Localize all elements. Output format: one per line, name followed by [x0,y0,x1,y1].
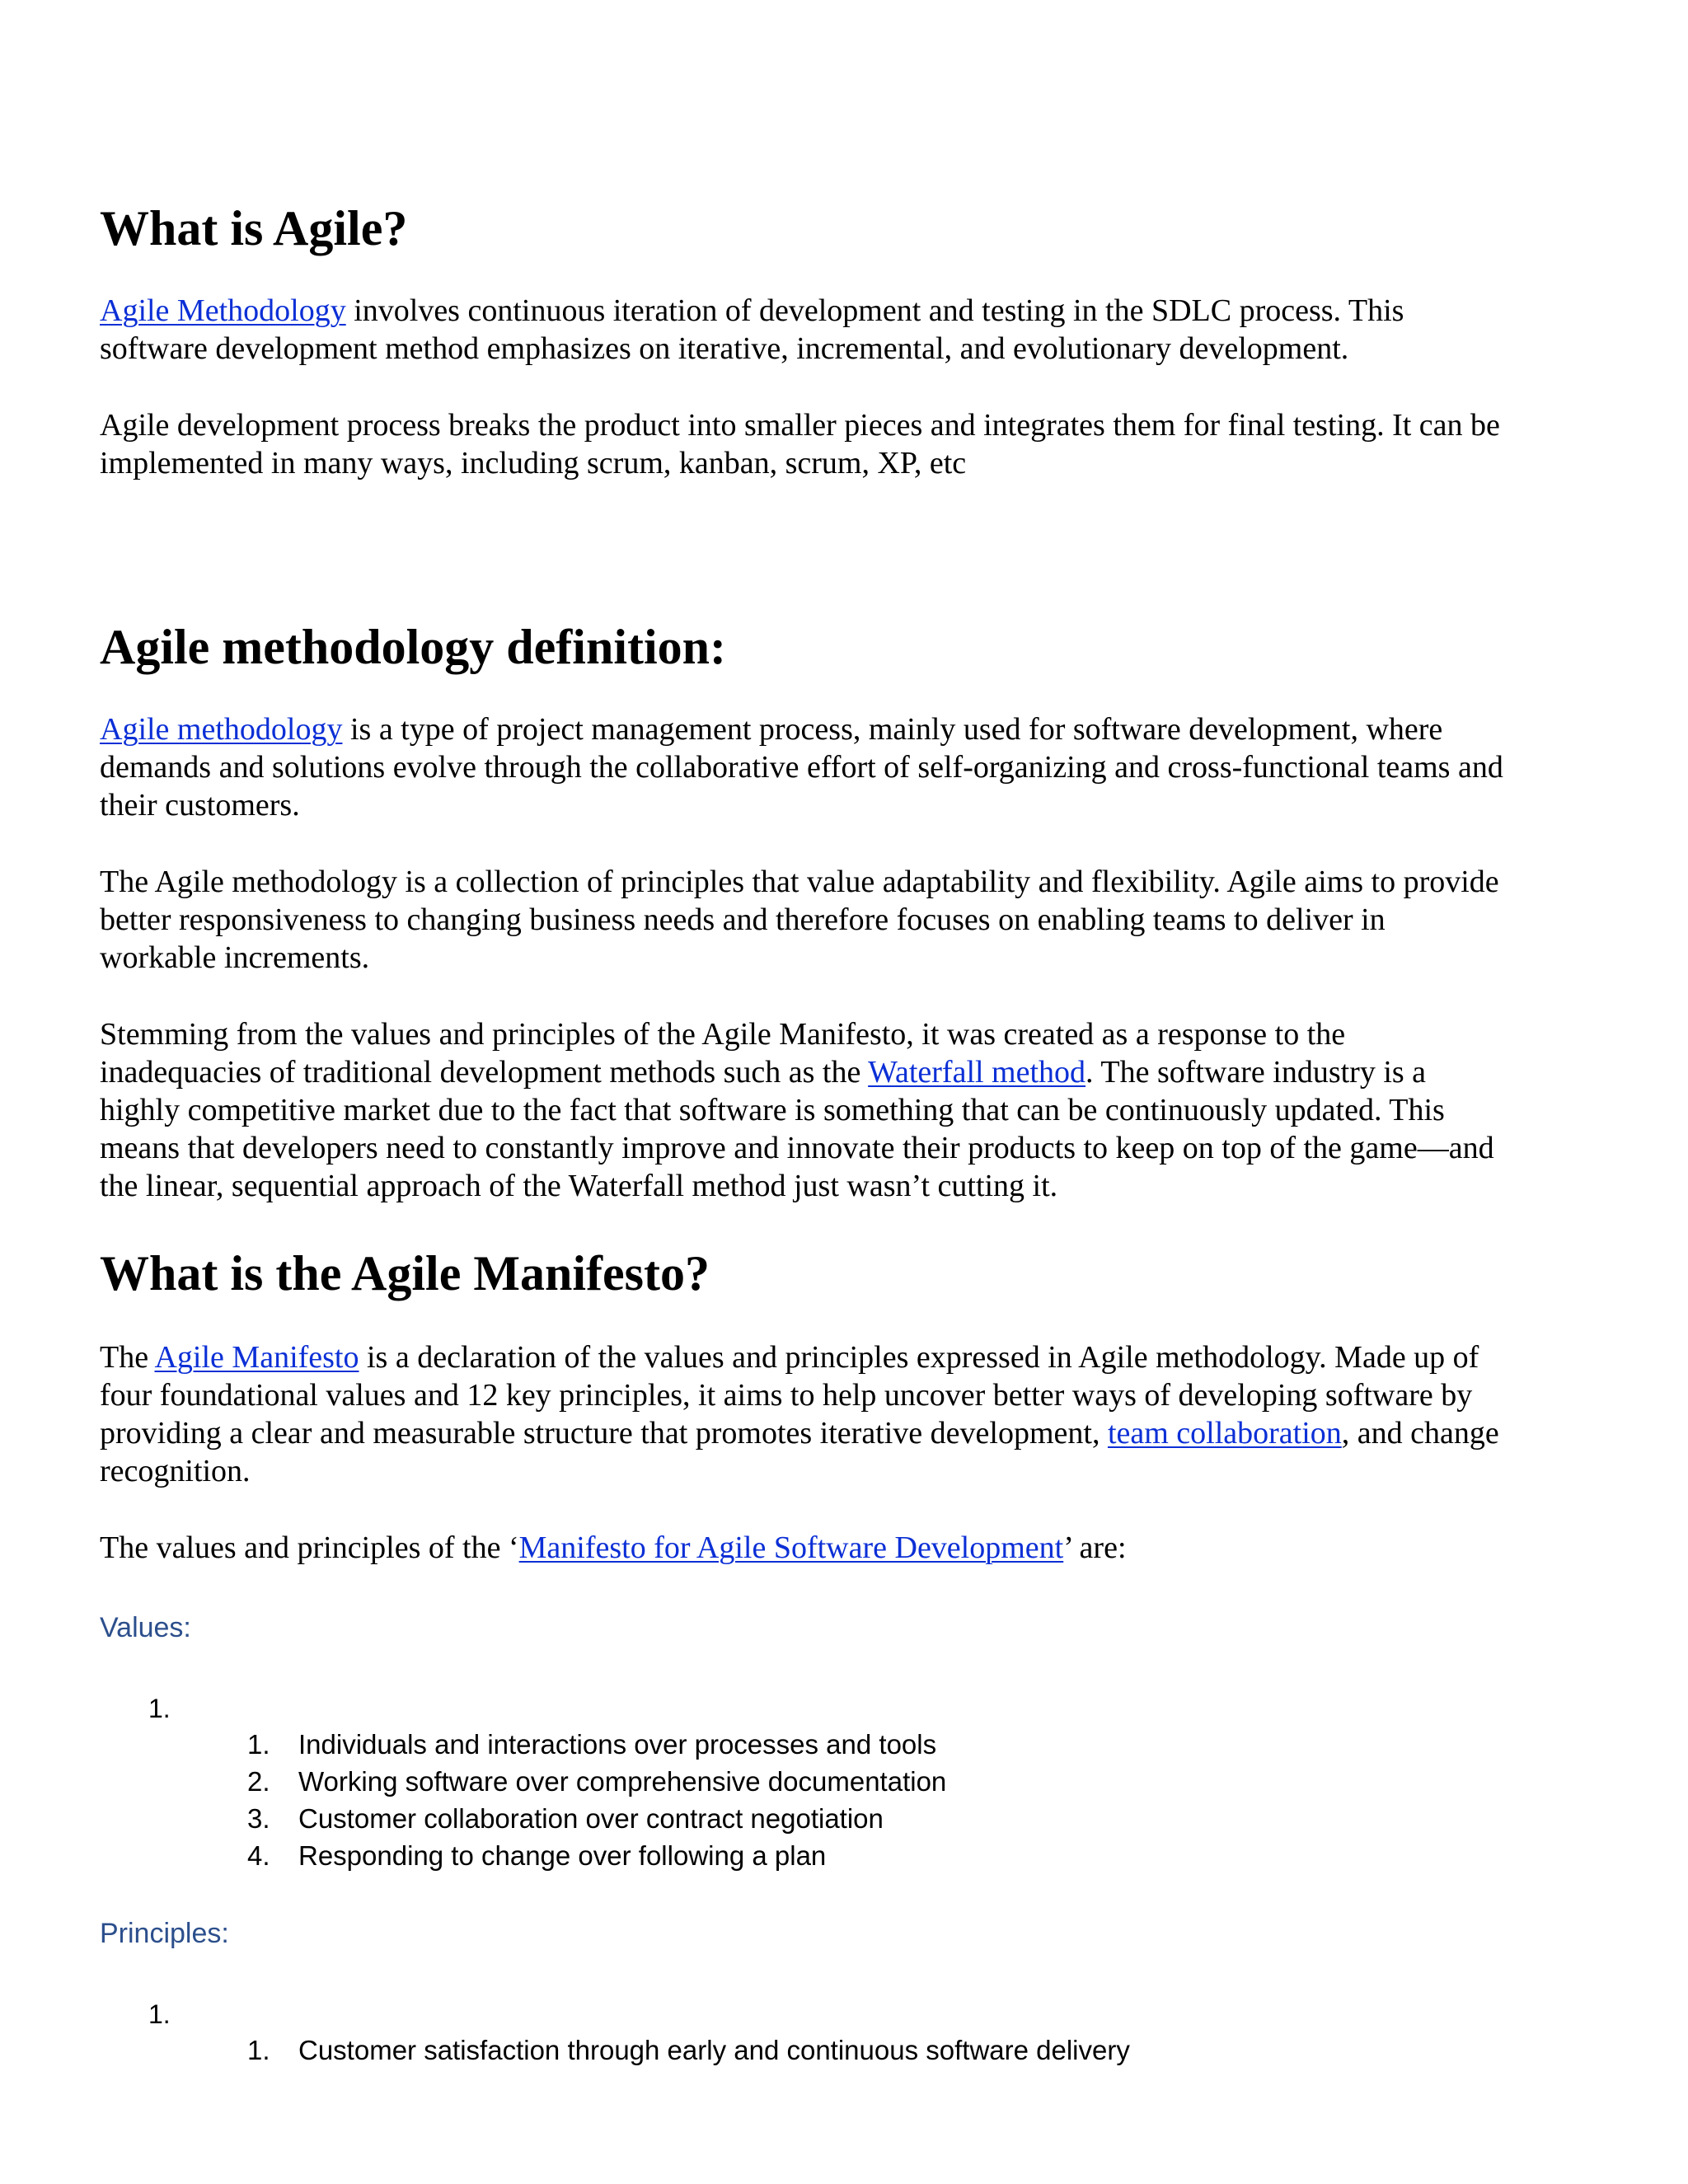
text-run: involves continuous iteration of development and testing in the SDLC process. This [345,293,1404,328]
list-item-number: 1. [247,1729,270,1760]
list-number: 1. [148,1694,171,1723]
list-item-text: Responding to change over following a plan [298,1840,827,1871]
text-run: . The software industry is a [1085,1055,1427,1090]
link-manifesto-for-agile-software-development[interactable]: Manifesto for Agile Software Development [518,1530,1064,1565]
paragraph-line [100,1053,1600,1091]
paragraph-agile-intro [100,292,1600,368]
link-agile-methodology[interactable]: Agile Methodology [100,293,346,328]
paragraph-line: demands and solutions evolve through the collaborative effort of self-organizing and cross-functional teams and [100,750,1503,785]
text-run: is a type of project management process, mainly used for software development, where [342,712,1443,747]
list-item-number: 2. [247,1766,270,1797]
paragraph-stemming [100,1015,1600,1205]
text-run: The values and principles of the ‘ [100,1530,519,1565]
paragraph-agile-process [100,406,1600,482]
paragraph-line: Stemming from the values and principles of the Agile Manifesto, it was created as a response to the [100,1017,1346,1052]
text-run: is a declaration of the values and principles expressed in Agile methodology. Made up of [359,1340,1479,1375]
paragraph-line: means that developers need to constantly improve and innovate their products to keep on top of the game—and [100,1131,1494,1165]
paragraph-line: implemented in many ways, including scrum, kanban, scrum, XP, etc [100,446,967,480]
paragraph-line [100,292,1600,330]
list-item-number: 4. [247,1840,270,1871]
text-run: , and change [1341,1416,1499,1451]
paragraph-principles-collection [100,863,1600,977]
link-agile-manifesto[interactable]: Agile Manifesto [154,1340,359,1375]
heading-agile-definition: Agile methodology definition: [100,620,726,674]
paragraph-line [100,710,1600,748]
list-item-number: 3. [247,1803,270,1834]
list-number: 1. [148,1999,171,2029]
paragraph-line: highly competitive market due to the fact that software is something that can be continuously updated. This [100,1093,1445,1127]
paragraph-line: better responsiveness to changing business needs and therefore focuses on enabling teams to deliver in [100,902,1386,937]
subheading-values: Values: [100,1612,191,1643]
paragraph-line: workable increments. [100,940,370,975]
link-waterfall-method[interactable]: Waterfall method [868,1055,1086,1090]
paragraph-line: recognition. [100,1454,251,1488]
paragraph-line: The Agile methodology is a collection of principles that value adaptability and flexibility. Agile aims to provide [100,865,1499,899]
list-item-text: Customer collaboration over contract negotiation [298,1803,884,1834]
list-item-number: 1. [247,2035,270,2065]
text-run: providing a clear and measurable structure that promotes iterative development, [100,1416,1108,1451]
text-run: The [100,1340,155,1375]
paragraph-line: their customers. [100,788,300,823]
heading-agile-manifesto: What is the Agile Manifesto? [100,1246,710,1301]
paragraph-line: four foundational values and 12 key principles, it aims to help uncover better ways of developing software by [100,1378,1473,1413]
paragraph-line [100,1529,1600,1567]
text-run: ’ are: [1063,1530,1127,1565]
list-item-text: Individuals and interactions over processes and tools [298,1729,937,1760]
text-run: inadequacies of traditional development methods such as the [100,1055,869,1090]
paragraph-line: software development method emphasizes on iterative, incremental, and evolutionary development. [100,331,1349,366]
paragraph-line [100,1338,1600,1376]
paragraph-line: Agile development process breaks the product into smaller pieces and integrates them for final testing. It can be [100,408,1500,443]
link-team-collaboration[interactable]: team collaboration [1107,1416,1342,1451]
paragraph-definition [100,710,1600,824]
list-item-text: Customer satisfaction through early and continuous software delivery [298,2035,1130,2065]
link-agile-methodology-definition[interactable]: Agile methodology [100,712,343,747]
heading-what-is-agile: What is Agile? [100,201,408,255]
paragraph-manifesto [100,1338,1600,1490]
paragraph-line: the linear, sequential approach of the Waterfall method just wasn’t cutting it. [100,1169,1058,1203]
subheading-principles: Principles: [100,1918,229,1949]
paragraph-values-principles-intro [100,1529,1600,1567]
paragraph-line [100,1414,1600,1452]
list-item-text: Working software over comprehensive documentation [298,1766,947,1797]
